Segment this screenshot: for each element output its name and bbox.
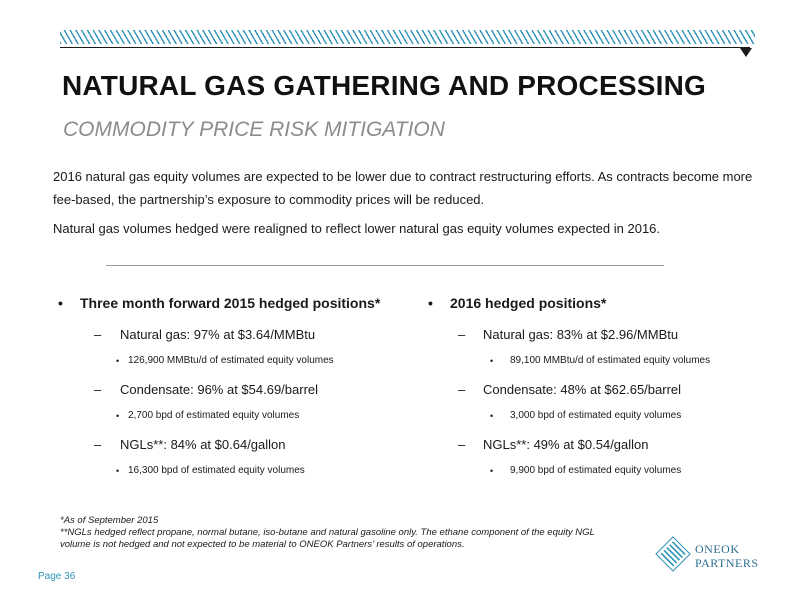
hedge-detail: 9,900 bpd of estimated equity volumes <box>510 465 682 476</box>
footnote-1: *As of September 2015 <box>60 515 159 526</box>
left-column-2015-hedges <box>58 292 398 479</box>
bullet-icon: • <box>490 411 494 421</box>
hedge-label: Condensate: 48% at $62.65/barrel <box>483 382 682 397</box>
list-item-detail <box>58 408 398 424</box>
hedge-label: Natural gas: 97% at $3.64/MMBtu <box>120 327 316 342</box>
section-divider <box>106 265 664 266</box>
hedge-detail: 3,000 bpd of estimated equity volumes <box>510 410 682 421</box>
footnotes <box>60 515 620 551</box>
dash-icon: – <box>94 382 102 397</box>
list-item <box>58 380 398 400</box>
bullet-icon: • <box>116 356 120 366</box>
intro-paragraph-1: 2016 natural gas equity volumes are expected to be lower due to contract restructuring efforts. As contracts become more fee-based, the partnership’s exposure to commodity prices will be reduced. <box>53 169 753 207</box>
footnote-2: **NGLs hedged reflect propane, normal butane, iso-butane and natural gasoline only. The ethane component of the equity NGL <box>60 527 595 538</box>
list-item-detail <box>428 353 758 369</box>
right-column-2016-hedges <box>428 292 758 479</box>
hedge-detail: 89,100 MMBtu/d of estimated equity volumes <box>510 355 711 366</box>
footnote-3: volume is not hedged and not expected to be material to ONEOK Partners’ results of operations. <box>60 539 465 550</box>
left-column-heading <box>58 292 398 314</box>
page-subtitle: COMMODITY PRICE RISK MITIGATION <box>63 118 445 141</box>
hedge-label: NGLs**: 84% at $0.64/gallon <box>120 437 286 452</box>
dash-icon: – <box>94 327 102 342</box>
list-item-detail <box>428 463 758 479</box>
dash-icon: – <box>94 437 102 452</box>
dash-icon: – <box>458 382 466 397</box>
logo-wordmark <box>695 542 759 570</box>
bullet-icon: • <box>58 295 63 311</box>
dash-icon: – <box>458 437 466 452</box>
right-heading-text: 2016 hedged positions* <box>450 295 607 311</box>
bullet-icon: • <box>116 466 120 476</box>
header-hatch-band <box>60 30 755 44</box>
hedge-label: Condensate: 96% at $54.69/barrel <box>120 382 319 397</box>
logo-line-2: PARTNERS <box>695 556 759 570</box>
left-heading-text: Three month forward 2015 hedged positions* <box>80 295 381 311</box>
list-item-detail <box>58 463 398 479</box>
page-number: Page 36 <box>38 571 76 582</box>
bullet-icon: • <box>428 295 433 311</box>
bullet-icon: • <box>490 356 494 366</box>
list-item-detail <box>428 408 758 424</box>
hedge-label: NGLs**: 49% at $0.54/gallon <box>483 437 649 452</box>
page-title: NATURAL GAS GATHERING AND PROCESSING <box>62 70 706 101</box>
hedge-label: Natural gas: 83% at $2.96/MMBtu <box>483 327 679 342</box>
bullet-icon: • <box>490 466 494 476</box>
header-triangle-marker <box>740 48 752 57</box>
dash-icon: – <box>458 327 466 342</box>
logo-line-1: ONEOK <box>695 542 740 556</box>
list-item <box>428 380 758 400</box>
hedge-detail: 2,700 bpd of estimated equity volumes <box>128 410 300 421</box>
list-item <box>58 435 398 455</box>
hedge-detail: 126,900 MMBtu/d of estimated equity volumes <box>128 355 334 366</box>
list-item <box>428 435 758 455</box>
hedge-detail: 16,300 bpd of estimated equity volumes <box>128 465 305 476</box>
list-item <box>428 325 758 345</box>
right-column-heading <box>428 292 758 314</box>
bullet-icon: • <box>116 411 120 421</box>
list-item-detail <box>58 353 398 369</box>
oneok-diamond-icon <box>655 536 691 572</box>
header-rule <box>60 47 750 48</box>
oneok-partners-logo <box>655 530 765 580</box>
list-item <box>58 325 398 345</box>
intro-paragraph-2: Natural gas volumes hedged were realigned to reflect lower natural gas equity volumes expected in 2016. <box>53 221 661 236</box>
intro-text <box>53 165 753 246</box>
